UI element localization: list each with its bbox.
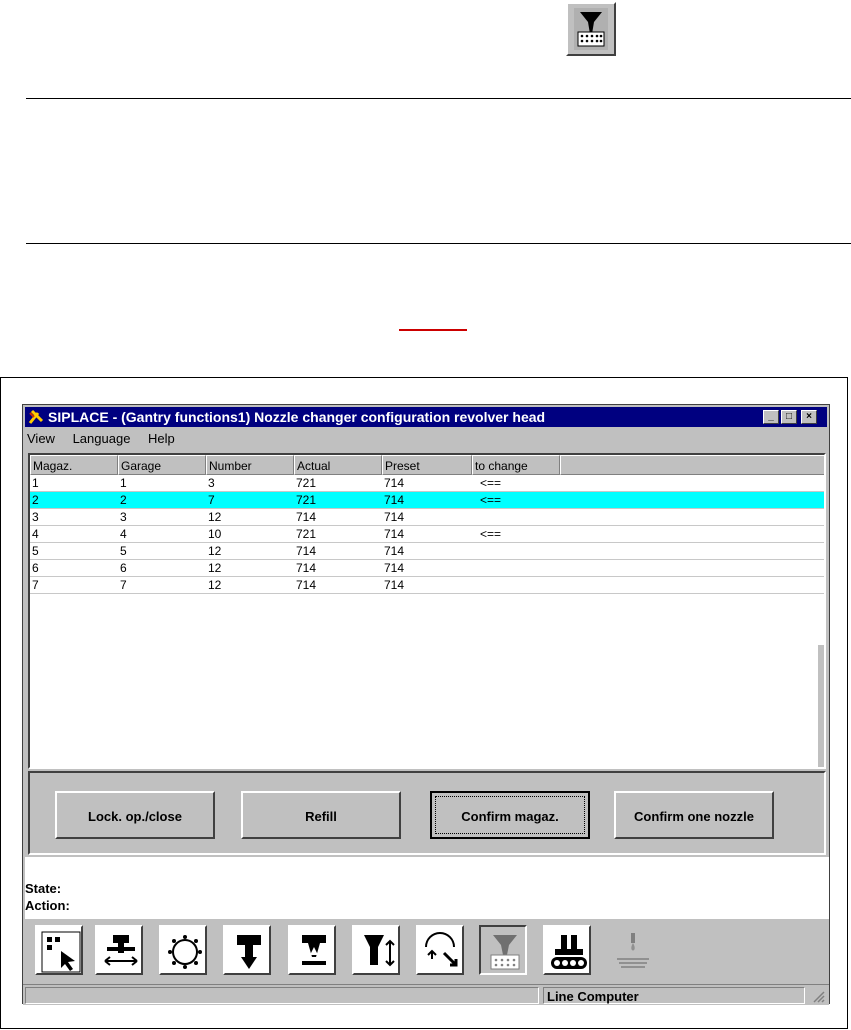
table-cell: 714	[384, 510, 405, 524]
maximize-button[interactable]: □	[781, 410, 797, 424]
status-bar	[23, 984, 829, 1005]
menu-bar	[27, 429, 189, 449]
menu-view[interactable]: View	[27, 431, 55, 446]
table-cell: 2	[120, 493, 127, 507]
revolver-head-icon[interactable]	[159, 925, 207, 975]
table-cell: <==	[480, 476, 502, 490]
table-cell: 714	[296, 544, 317, 558]
nozzle-changer-icon[interactable]	[479, 925, 527, 975]
state-label: State:	[25, 881, 62, 896]
status-field-empty	[25, 987, 539, 1004]
column-header[interactable]: Garage	[118, 455, 206, 475]
divider-bottom	[26, 243, 851, 244]
table-cell: 2	[32, 493, 39, 507]
table-cell: 7	[32, 578, 39, 592]
function-toolbar	[23, 919, 829, 983]
column-header-empty	[560, 455, 826, 475]
dip-unit-icon[interactable]	[609, 925, 657, 975]
confirm-one-nozzle-button[interactable]: Confirm one nozzle	[614, 791, 774, 839]
table-row[interactable]	[30, 543, 824, 560]
table-cell: 5	[32, 544, 39, 558]
table-cell: 714	[384, 493, 405, 507]
conveyor-icon[interactable]	[543, 925, 591, 975]
table-cell: 7	[208, 493, 215, 507]
link-underline[interactable]	[399, 329, 467, 331]
table-cell: 714	[296, 561, 317, 575]
pipette-up-icon[interactable]	[288, 925, 336, 975]
table-cell: 714	[384, 578, 405, 592]
table-row[interactable]	[30, 509, 824, 526]
table-cell: 3	[208, 476, 215, 490]
table-cell: 4	[32, 527, 39, 541]
table-cell: 714	[296, 578, 317, 592]
table-cell: 6	[32, 561, 39, 575]
column-header[interactable]: Magaz.	[30, 455, 118, 475]
table-cell: 721	[296, 476, 317, 490]
nozzle-height-icon[interactable]	[352, 925, 400, 975]
column-header[interactable]: Preset	[382, 455, 472, 475]
resize-grip-icon[interactable]	[811, 989, 825, 1003]
table-cell: 10	[208, 527, 222, 541]
table-cell: 1	[32, 476, 39, 490]
nozzle-changer-icon	[566, 2, 616, 56]
table-cell: 4	[120, 527, 127, 541]
table-cell: 7	[120, 578, 127, 592]
rotate-arrows-icon[interactable]	[416, 925, 464, 975]
table-cell: 12	[208, 578, 222, 592]
confirm-magazine-button[interactable]: Confirm magaz.	[430, 791, 590, 839]
status-panel	[25, 857, 829, 919]
table-cell: 714	[296, 510, 317, 524]
window-title: SIPLACE - (Gantry functions1) Nozzle changer configuration revolver head	[48, 409, 546, 425]
lock-close-button[interactable]: Lock. op./close	[55, 791, 215, 839]
table-cell: 714	[384, 527, 405, 541]
table-row[interactable]	[30, 577, 824, 594]
table-row[interactable]	[30, 475, 824, 492]
button-panel	[28, 771, 826, 855]
table-cell: 12	[208, 510, 222, 524]
table-cell: 1	[120, 476, 127, 490]
table-row[interactable]	[30, 492, 824, 509]
table-cell: 5	[120, 544, 127, 558]
close-button[interactable]: ×	[801, 410, 817, 424]
action-label: Action:	[25, 898, 70, 913]
column-header[interactable]: to change	[472, 455, 560, 475]
table-row[interactable]	[30, 526, 824, 543]
scrollbar[interactable]	[818, 645, 824, 767]
menu-language[interactable]: Language	[72, 431, 131, 446]
table-cell: <==	[480, 527, 502, 541]
table-cell: 3	[32, 510, 39, 524]
siplace-logo-icon	[28, 409, 44, 425]
table-header	[30, 455, 824, 475]
app-window	[22, 404, 830, 1004]
table-cell: 721	[296, 527, 317, 541]
table-cell: 3	[120, 510, 127, 524]
minimize-button[interactable]: _	[763, 410, 779, 424]
table-cell: <==	[480, 493, 502, 507]
nozzle-down-icon[interactable]	[223, 925, 271, 975]
select-arrow-icon[interactable]	[35, 925, 83, 975]
table-row[interactable]	[30, 560, 824, 577]
column-header[interactable]: Actual	[294, 455, 382, 475]
table-cell: 6	[120, 561, 127, 575]
gantry-move-icon[interactable]	[95, 925, 143, 975]
divider-top	[26, 98, 851, 99]
table-cell: 714	[384, 476, 405, 490]
nozzle-table	[28, 453, 826, 769]
table-cell: 714	[384, 544, 405, 558]
table-cell: 12	[208, 544, 222, 558]
table-cell: 714	[384, 561, 405, 575]
table-cell: 721	[296, 493, 317, 507]
column-header[interactable]: Number	[206, 455, 294, 475]
title-bar	[25, 407, 827, 427]
table-cell: 12	[208, 561, 222, 575]
line-computer-status: Line Computer	[543, 987, 805, 1004]
menu-help[interactable]: Help	[148, 431, 175, 446]
refill-button[interactable]: Refill	[241, 791, 401, 839]
